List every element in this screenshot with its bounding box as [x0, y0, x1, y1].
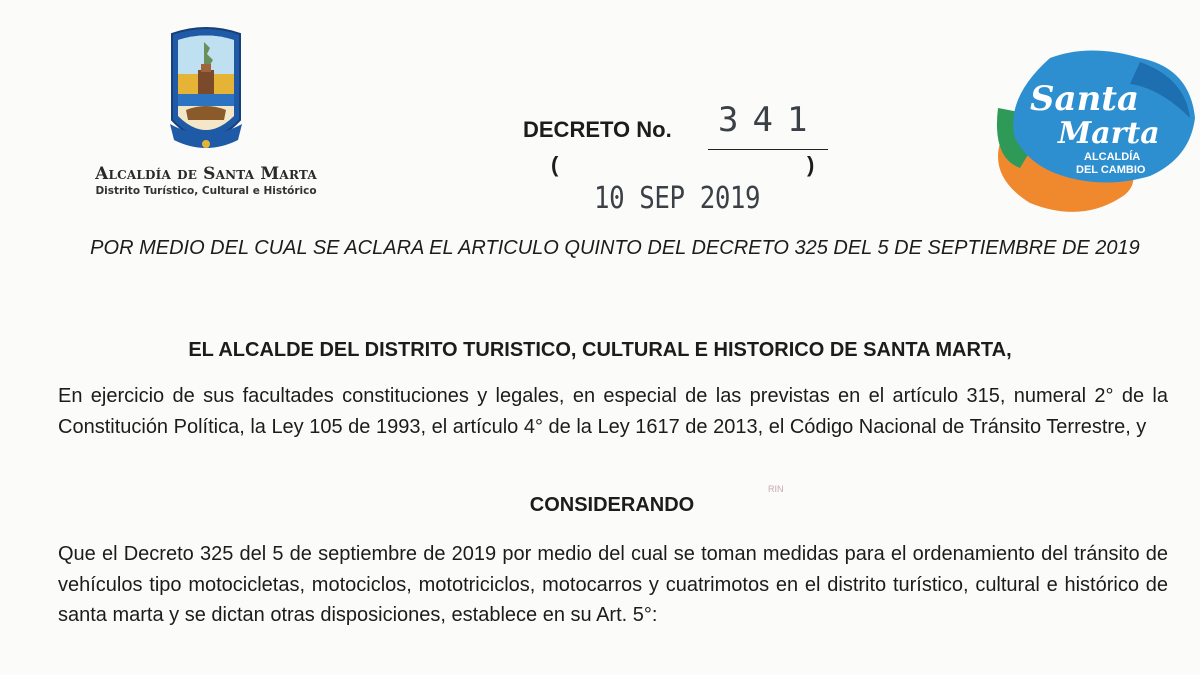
date-stamp: 10 SEP 2019	[594, 181, 761, 216]
alcaldia-header	[66, 24, 346, 197]
logo-tag1: ALCALDÍA	[1084, 151, 1141, 163]
santa-marta-logo	[990, 48, 1195, 218]
logo-line1: Santa	[1030, 79, 1140, 119]
preamble-paragraph: En ejercicio de sus facultades constituciones y legales, en especial de las previstas en el artículo 315, numeral 2° de la Constitución Política, la Ley 105 de 1993, el artículo 4° de la Ley 1617 de 2013, el Código Nacional de Tránsito Terrestre, y	[58, 385, 1168, 438]
logo-line2: Marta	[1058, 116, 1160, 151]
alcaldia-subtitle: Distrito Turístico, Cultural e Histórico	[95, 185, 317, 197]
decreto-number: 341	[718, 100, 822, 140]
decreto-label: DECRETO No.	[523, 117, 672, 142]
alcaldia-name: Alcaldía de Santa Marta	[95, 164, 317, 184]
considerando-paragraph-1: Que el Decreto 325 del 5 de septiembre de 2019 por medio del cual se toman medidas para el ordenamiento del tránsito de vehículos tipo motocicletas, motociclos, mototriciclos, motocarros y cuatrimotos en el distrito turístico, cultural e histórico de santa marta y se dictan otras disposiciones, establece en su Art. 5°:	[58, 543, 1168, 626]
authority-heading: EL ALCALDE DEL DISTRITO TURISTICO, CULTURAL E HISTORICO DE SANTA MARTA,	[188, 339, 1012, 361]
decreto-number-underline	[708, 149, 828, 150]
logo-tag2: DEL CAMBIO	[1076, 164, 1146, 176]
coat-of-arms-icon	[164, 24, 248, 160]
decree-subject: POR MEDIO DEL CUAL SE ACLARA EL ARTICULO QUINTO DEL DECRETO 325 DEL 5 DE SEPTIEMBRE DE 2019	[90, 237, 1140, 259]
paren-open: (	[551, 152, 559, 177]
faint-stamp-mark: RIN	[768, 484, 784, 494]
considerando-heading: CONSIDERANDO	[529, 494, 695, 516]
paren-close: )	[807, 152, 815, 177]
